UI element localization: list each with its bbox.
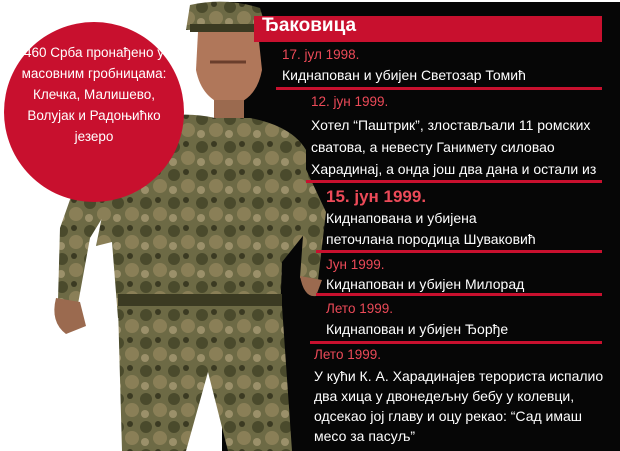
divider-bar [316,250,602,253]
divider-bar [306,180,602,183]
event-text: Киднапован и убијен Ђорђе [326,321,509,337]
event-date: Лето 1999. [314,347,381,362]
event-text: сватова, а невесту Ганимету силовао [311,139,555,155]
event-date: 12. јун 1999. [311,94,389,109]
event-text: петочлана породица Шуваковић [326,231,536,247]
event-text: Киднапован и убијен Светозар Томић [282,67,526,83]
divider-bar [276,87,602,90]
event-text: Хотел “Паштрик”, злостављали 11 ромских [311,117,591,133]
event-text: У кући К. А. Харадинајев терориста испалио [314,368,604,384]
event-date: Лето 1999. [326,301,393,316]
event-text: Киднапована и убијена [326,210,477,226]
event-text: одсекао јој главу и оцу рекао: “Сад имаш [314,408,582,424]
page-title: Ђаковица [262,15,357,36]
event-text: Киднапован и убијен Милорад [326,276,525,292]
victims-summary: 460 Срба пронађено у масовним гробницама: Клечка, Малишево, Волујак и Радоњићко језеро [21,45,167,144]
event-date: Јун 1999. [326,257,385,272]
event-text: два хица у двонедељну бебу у колевци, [314,388,575,404]
event-text: Харадинај, а онда још два дана и остали из [311,161,597,177]
divider-bar [310,341,602,344]
event-date: 15. јун 1999. [326,187,427,206]
event-text: месо за пасуљ” [314,428,416,444]
event-date: 17. јул 1998. [282,47,360,62]
